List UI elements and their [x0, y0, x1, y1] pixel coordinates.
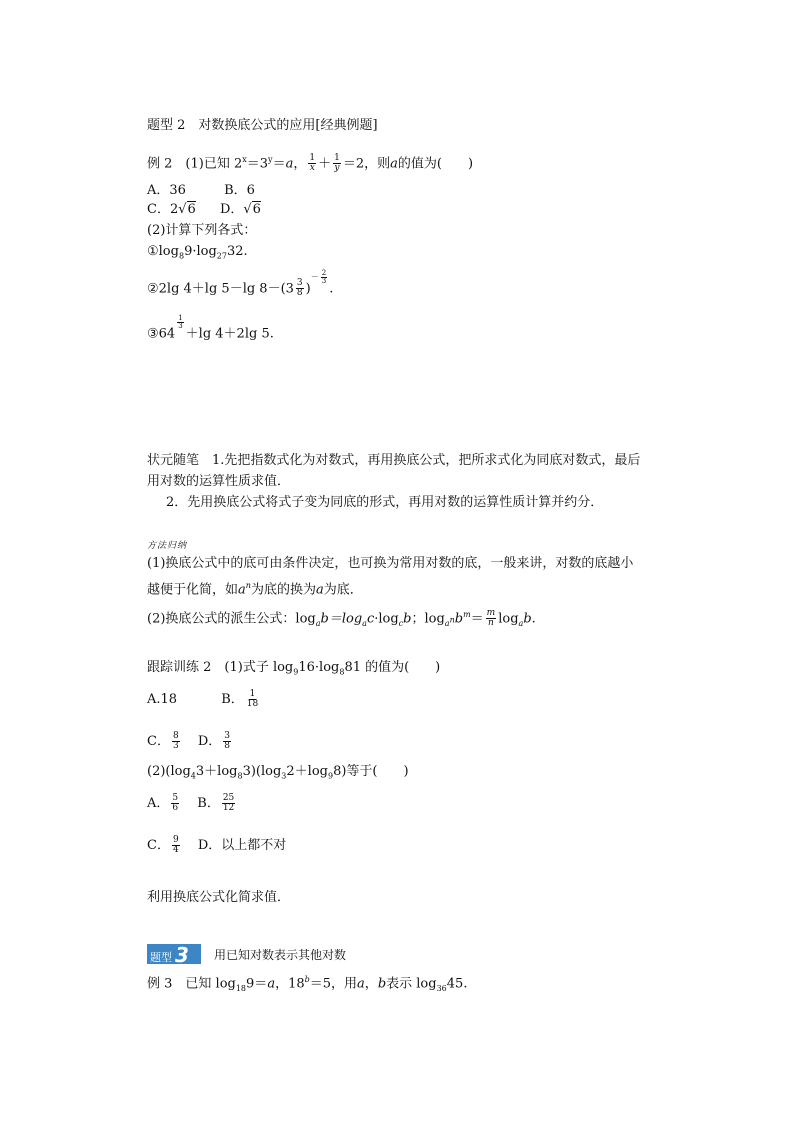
method-heading: 方法归纳 [147, 541, 188, 551]
example-2-part-2: (2)计算下列各式： [147, 223, 257, 238]
example-2-options-cd [147, 201, 261, 219]
option-c: C． $\frac{8}{3}$ [147, 731, 179, 751]
training-2-question-2: $(2)(\log_43+\log_83)(\log_32+\log_98)$等于( ) [147, 764, 409, 781]
option-d: D．√6 [219, 202, 261, 217]
fraction-1-over-y: $\frac{1}{y}$ [334, 153, 340, 174]
method-line-2: 越便于化简，如$a^n$为底的换为a为底． [147, 581, 363, 598]
example-3-statement: 例 3 已知 $\log_{18}9=a$，$18^b=5$，用a，b表示 $\log_{36}45$. [147, 975, 468, 993]
option-b: B． $\frac{1}{18}$ [221, 689, 259, 709]
section-3-badge: 题型 3 [147, 944, 201, 964]
training-2-q2-options-ab [147, 794, 237, 813]
option-b: B． $\frac{25}{12}$ [197, 793, 235, 813]
option-d: D．以上都不对 [197, 838, 287, 853]
method-line-3: (2)换底公式的派生公式：$\log_ab=\log_ac\cdot\log_cb$；$\log_{a^n}b^m=$ $\frac{m}{n}$ $\log_ab$. [147, 608, 536, 629]
option-a: A.18 [147, 692, 178, 707]
training-2-hint: 利用换底公式化简求值． [147, 890, 291, 905]
option-c: C．2√6 [147, 202, 196, 217]
option-a: A． $\frac{5}{6}$ [147, 793, 179, 813]
option-a: A．36 [147, 183, 186, 198]
section-2-title: 题型 2 对数换底公式的应用[经典例题] [147, 118, 378, 133]
example-2-statement: 例 2 (1)已知 $2^x=3^y=a$， $\frac{1}{x}$ ＋ $\frac{1}{y}$ ＝2，则a的值为( ) [147, 153, 474, 174]
example-2-item-1: $①\log_89\cdot\log_{27}32$. [147, 244, 248, 261]
option-c: C． $\frac{9}{4}$ [147, 835, 179, 855]
option-d: D． $\frac{3}{8}$ [197, 731, 230, 751]
training-2-q2-options-cd [147, 836, 286, 855]
method-line-1: (1)换底公式中的底可由条件决定，也可换为常用对数的底，一般来讲，对数的底越小 [147, 556, 634, 571]
training-2-options-ab [147, 690, 261, 709]
notes-line-3: 2．先用换底公式将式子变为同底的形式，再用对数的运算性质计算并约分． [166, 495, 604, 510]
example-2-item-2: ②2lg 4＋lg 5－lg 8－(3 $\frac{3}{8}$ )$^{- \frac{2}{3}}$ . [147, 268, 334, 299]
training-2-question-1: 跟踪训练 2 (1)式子 $\log_916\cdot\log_881$ 的值为( ) [147, 660, 441, 677]
section-3-title: 用已知对数表示其他对数 [214, 948, 347, 962]
example-2-options-ab [147, 182, 255, 200]
option-b: B．6 [224, 183, 255, 198]
training-2-options-cd [147, 732, 233, 751]
notes-line-2: 用对数的运算性质求值． [147, 474, 291, 489]
example-2-item-3: ③64 $^{\frac{1}{3}}$ ＋lg 4＋2lg 5. [147, 313, 274, 342]
fraction-1-over-x: $\frac{1}{x}$ [309, 153, 316, 174]
notes-line-1: 状元随笔 1.先把指数式化为对数式，再用换底公式，把所求式化为同底对数式，最后 [147, 453, 641, 468]
